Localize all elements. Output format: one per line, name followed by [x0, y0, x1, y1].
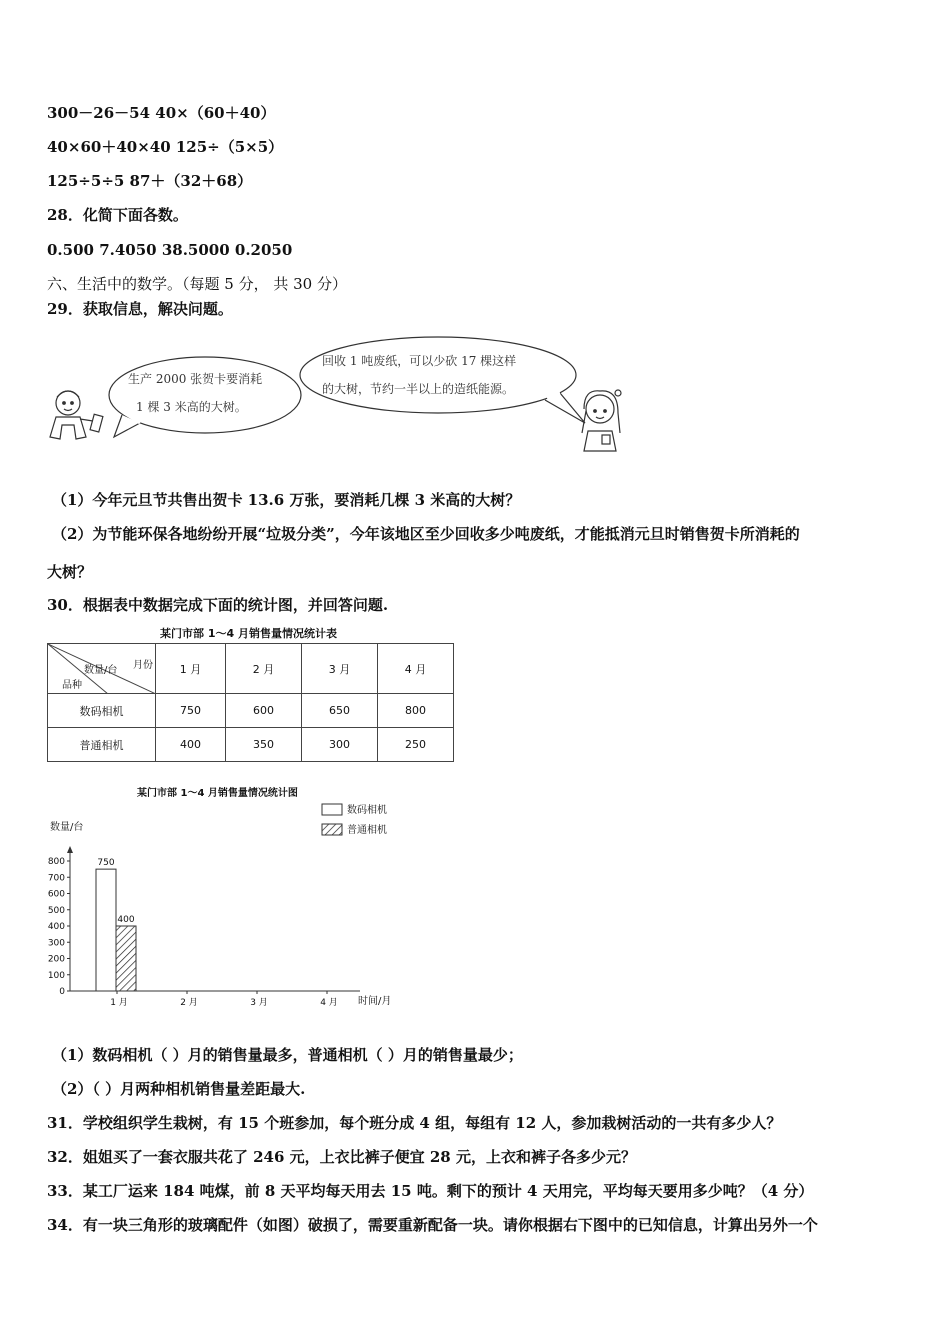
y-ticks — [48, 857, 70, 997]
table-row-label: 普通相机 — [48, 728, 156, 762]
table-cell: 300 — [302, 728, 378, 762]
table-row — [48, 728, 454, 762]
question-33: 33．某工厂运来 184 吨煤，前 8 天平均每天用去 15 吨。剩下的预计 4 天用完，平均每天要用多少吨？（4 分） — [47, 1182, 814, 1200]
y-tick-label: 300 — [47, 938, 65, 949]
bar — [116, 926, 136, 991]
expression-row-1: 300－26－54 40×（60＋40） — [47, 104, 276, 122]
right-bubble-line-1: 回收 1 吨废纸，可以少砍 17 棵这样 — [322, 354, 517, 368]
question-28-numbers: 0.500 7.4050 38.5000 0.2050 — [47, 241, 293, 259]
left-bubble-line-2: 1 棵 3 米高的大树。 — [136, 400, 247, 414]
question-30-part-2: （2）（ ）月两种相机销售量差距最大. — [52, 1080, 306, 1098]
y-tick-label: 700 — [47, 873, 65, 884]
table-cell: 600 — [226, 694, 302, 728]
question-30: 30．根据表中数据完成下面的统计图，并回答问题. — [47, 596, 389, 614]
bar-chart — [40, 780, 410, 1010]
table-header-row — [48, 644, 454, 694]
table-cell: 650 — [302, 694, 378, 728]
question-31: 31．学校组织学生栽树，有 15 个班参加，每个班分成 4 组，每组有 12 人，参加栽树活动的一共有多少人？ — [47, 1114, 782, 1132]
y-tick-label: 200 — [47, 954, 65, 965]
question-29: 29．获取信息，解决问题。 — [47, 300, 233, 318]
corner-quantity-label: 数量/台 — [84, 665, 118, 676]
bar-data-label: 750 — [97, 858, 115, 869]
x-axis-label: 时间/月 — [358, 996, 392, 1007]
legend-label-digital: 数码相机 — [347, 805, 387, 816]
table-header-month: 1 月 — [156, 644, 226, 694]
question-28: 28．化简下面各数。 — [47, 206, 188, 224]
left-speech-bubble — [109, 357, 301, 437]
table-row-label: 数码相机 — [48, 694, 156, 728]
y-tick-label: 500 — [47, 905, 65, 916]
table-cell: 350 — [226, 728, 302, 762]
section-6-heading: 六、生活中的数学。（每题 5 分， 共 30 分） — [47, 275, 347, 293]
y-axis-label: 数量/台 — [50, 822, 84, 833]
table-title: 某门市部 1～4 月销售量情况统计表 — [160, 627, 337, 640]
table-header-month: 3 月 — [302, 644, 378, 694]
sales-table — [47, 643, 454, 762]
legend-swatch-regular — [322, 824, 342, 835]
y-tick-label: 800 — [47, 857, 65, 867]
expression-row-3: 125÷5÷5 87＋（32＋68） — [47, 172, 253, 190]
table-cell: 800 — [378, 694, 454, 728]
table-corner-cell — [48, 644, 156, 694]
question-29-part-2: （2）为节能环保各地纷纷开展“垃圾分类”，今年该地区至少回收多少吨废纸，才能抵消元旦时销售贺卡所消耗的 — [52, 525, 800, 543]
question-29-part-1: （1）今年元旦节共售出贺卡 13.6 万张，要消耗几棵 3 米高的大树？ — [52, 491, 521, 509]
left-bubble-line-1: 生产 2000 张贺卡要消耗 — [128, 372, 263, 386]
table-row — [48, 694, 454, 728]
question-30-part-1: （1）数码相机（ ）月的销售量最多，普通相机（ ）月的销售量最少； — [52, 1046, 523, 1064]
question-29-part-2-cont: 大树？ — [47, 563, 93, 581]
speech-bubble-illustration — [40, 335, 640, 460]
girl-icon — [582, 390, 621, 451]
x-tick-label: 3 月 — [250, 998, 268, 1008]
bar — [96, 869, 116, 991]
question-34: 34．有一块三角形的玻璃配件（如图）破损了，需要重新配备一块。请你根据右下图中的已知信息，计算出另外一个 — [47, 1216, 818, 1234]
x-ticks — [110, 991, 338, 1008]
x-tick-label: 4 月 — [320, 998, 338, 1008]
y-tick-label: 100 — [47, 970, 65, 981]
legend-label-regular: 普通相机 — [347, 825, 387, 836]
y-axis-arrow-icon — [67, 846, 73, 853]
y-tick-label: 600 — [47, 889, 65, 900]
table-cell: 250 — [378, 728, 454, 762]
bars — [96, 858, 136, 991]
right-speech-bubble — [300, 337, 585, 423]
x-tick-label: 1 月 — [110, 998, 128, 1008]
table-cell: 400 — [156, 728, 226, 762]
y-tick-label: 0 — [59, 987, 65, 997]
x-tick-label: 2 月 — [180, 998, 198, 1008]
chart-title: 某门市部 1～4 月销售量情况统计图 — [137, 788, 298, 799]
table-header-month: 4 月 — [378, 644, 454, 694]
right-bubble-line-2: 的大树，节约一半以上的造纸能源。 — [322, 382, 515, 396]
legend-swatch-digital — [322, 804, 342, 815]
question-32: 32．姐姐买了一套衣服共花了 246 元，上衣比裤子便宜 28 元，上衣和裤子各多少元？ — [47, 1148, 636, 1166]
table-cell: 750 — [156, 694, 226, 728]
y-tick-label: 400 — [47, 922, 65, 932]
corner-month-label: 月份 — [133, 660, 153, 671]
boy-icon — [50, 391, 103, 439]
expression-row-2: 40×60＋40×40 125÷（5×5） — [47, 138, 284, 156]
bar-data-label: 400 — [117, 915, 135, 925]
corner-kind-label: 品种 — [62, 680, 82, 691]
table-header-month: 2 月 — [226, 644, 302, 694]
